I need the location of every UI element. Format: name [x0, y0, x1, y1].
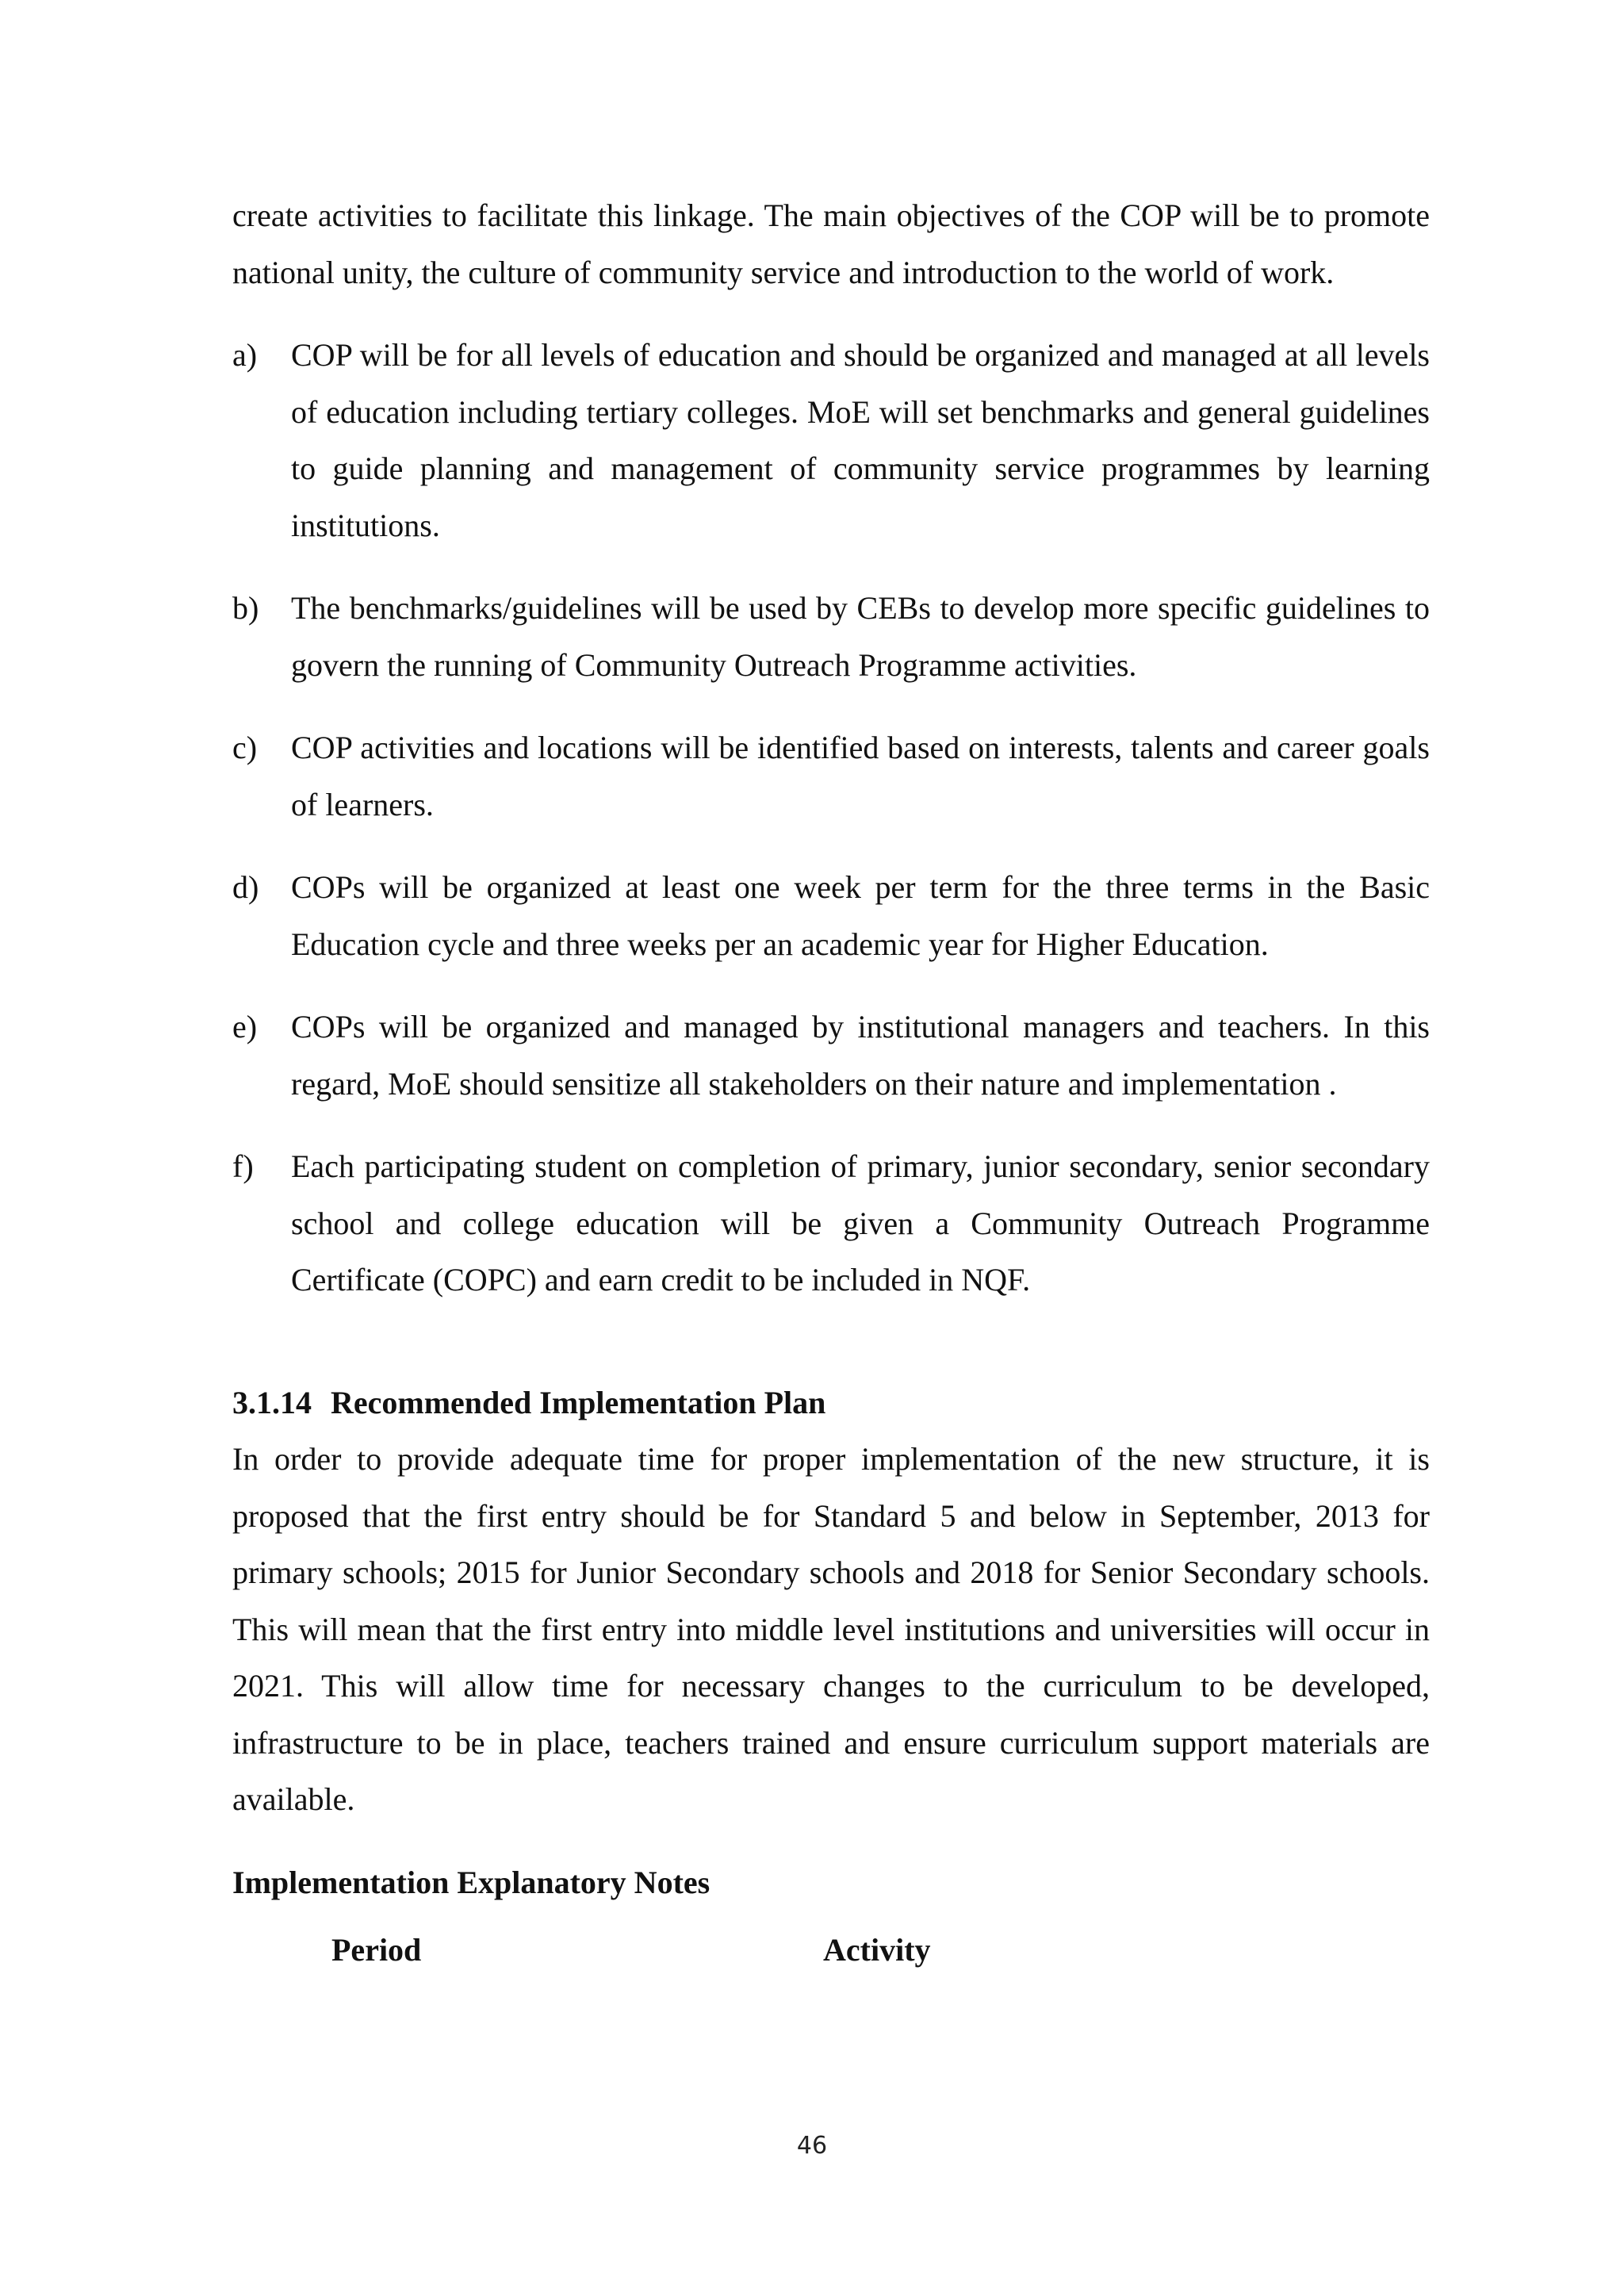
list-marker: e) — [232, 1009, 258, 1045]
section-title: Recommended Implementation Plan — [331, 1384, 826, 1420]
column-header-period: Period — [331, 1932, 422, 1968]
intro-paragraph: create activities to facilitate this linkage. The main objectives of the COP will be to promote national unity, the culture of community service and introduction to the world of work. — [232, 197, 1430, 290]
cop-guidelines-list — [232, 327, 1430, 1309]
list-item-f — [232, 1138, 1430, 1309]
list-item-text: COP activities and locations will be identified based on interests, talents and career goals of learners. — [291, 730, 1430, 822]
list-marker: a) — [232, 337, 258, 373]
list-item-a — [232, 327, 1430, 554]
section-heading — [232, 1374, 1430, 1432]
list-item-e — [232, 999, 1430, 1112]
list-item-text: COPs will be organized and managed by institutional managers and teachers. In this regard, MoE should sensitize all stakeholders on their nature and implementation . — [291, 1009, 1430, 1102]
list-item-text: Each participating student on completion of primary, junior secondary, senior secondary school and college education will be given a Community Outreach Programme Certificate (COPC) and earn credit to be included in NQF. — [291, 1148, 1430, 1297]
list-marker: f) — [232, 1148, 254, 1184]
page-content — [232, 187, 1430, 1982]
list-item-text: The benchmarks/guidelines will be used by CEBs to develop more specific guidelines to govern the running of Community Outreach Programme activities. — [291, 590, 1430, 683]
list-marker: c) — [232, 730, 258, 765]
page-number: 46 — [796, 2132, 828, 2160]
list-marker: b) — [232, 590, 259, 626]
notes-heading: Implementation Explanatory Notes — [232, 1864, 710, 1900]
list-item-d — [232, 859, 1430, 972]
list-item-text: COPs will be organized at least one week per term for the three terms in the Basic Education cycle and three weeks per an academic year for Higher Education. — [291, 869, 1430, 962]
list-marker: d) — [232, 869, 259, 905]
list-item-c — [232, 719, 1430, 833]
section-body: In order to provide adequate time for proper implementation of the new structure, it is proposed that the first entry should be for Standard 5 and below in September, 2013 for primary schools; 2015 for Junior Secondary schools and 2018 for Senior Secondary schools. This will mean that the first entry into middle level institutions and universities will occur in 2021. This will allow time for necessary changes to the curriculum to be developed, infrastructure to be in place, teachers trained and ensure curriculum support materials are available. — [232, 1441, 1430, 1817]
section-number: 3.1.14 — [232, 1384, 312, 1420]
notes-table-header — [232, 1911, 1430, 1982]
list-item-b — [232, 580, 1430, 693]
column-header-activity: Activity — [823, 1932, 931, 1968]
list-item-text: COP will be for all levels of education and should be organized and managed at all levels of education including tertiary colleges. MoE will set benchmarks and general guidelines to guide planning and management of community service programmes by learning institutions. — [291, 337, 1430, 543]
